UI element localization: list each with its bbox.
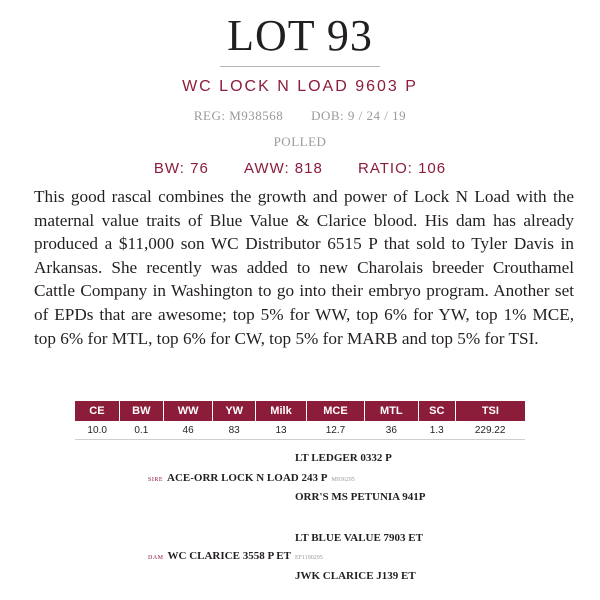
epd-header: BW — [119, 401, 163, 421]
birth-weight: BW: 76 — [153, 160, 209, 177]
pedigree-sire-sire: LT LEDGER 0332 P — [295, 452, 392, 464]
epd-value: 10.0 — [75, 421, 119, 440]
dam-name: WC CLARICE 3558 P ET — [167, 550, 291, 562]
polled-status: POLLED — [273, 134, 327, 149]
animal-name: WC LOCK N LOAD 9603 P — [182, 78, 418, 95]
dam-label: DAM — [148, 555, 164, 561]
registration-line — [0, 108, 600, 124]
pedigree-sire — [148, 472, 355, 484]
weaning-ratio: RATIO: 106 — [358, 160, 447, 177]
title-divider — [220, 66, 380, 67]
sire-registration: M936295 — [331, 477, 355, 483]
pedigree-sire-dam: ORR'S MS PETUNIA 941P — [295, 491, 426, 503]
epd-header: TSI — [455, 401, 525, 421]
epd-value: 12.7 — [307, 421, 365, 440]
epd-header: MCE — [307, 401, 365, 421]
epd-value: 13 — [256, 421, 307, 440]
epd-table — [75, 401, 525, 440]
performance-line — [0, 160, 600, 177]
epd-header: WW — [163, 401, 213, 421]
registration-number: REG: M938568 — [193, 108, 284, 123]
epd-header: Milk — [256, 401, 307, 421]
epd-value: 36 — [364, 421, 418, 440]
pedigree-dam — [148, 550, 323, 562]
epd-value: 1.3 — [418, 421, 455, 440]
pedigree-dam-sire: LT BLUE VALUE 7903 ET — [295, 532, 423, 544]
lot-description: This good rascal combines the growth and power of Lock N Load with the maternal value traits of Blue Value & Clarice blood. His dam has already produced a $11,000 son WC Distributor 6515 P that sold to Tyler Davis in Arkansas. She recently was added to new Charolais breeder Crouthamel Cattle Company in Washington to go into their embryo program. Another set of EPDs that are awesome; top 5% for WW, top 6% for YW, top 1% MCE, top 6% for MTL, top 6% for CW, top 5% for MARB and top 5% for TSI. — [34, 187, 574, 348]
epd-header: YW — [213, 401, 256, 421]
adjusted-weaning-weight: AWW: 818 — [243, 160, 323, 177]
epd-header: CE — [75, 401, 119, 421]
pedigree-dam-dam: JWK CLARICE J139 ET — [295, 570, 416, 582]
epd-value-row — [75, 421, 525, 440]
epd-header: MTL — [364, 401, 418, 421]
epd-header-row — [75, 401, 525, 421]
dam-registration: EF1190295 — [294, 555, 323, 561]
lot-number: LOT 93 — [227, 11, 373, 60]
epd-header: SC — [418, 401, 455, 421]
epd-value: 46 — [163, 421, 213, 440]
epd-value: 0.1 — [119, 421, 163, 440]
epd-value: 83 — [213, 421, 256, 440]
sire-label: SIRE — [148, 477, 164, 483]
epd-value: 229.22 — [455, 421, 525, 440]
sire-name: ACE-ORR LOCK N LOAD 243 P — [167, 472, 328, 484]
date-of-birth: DOB: 9 / 24 / 19 — [311, 108, 407, 123]
